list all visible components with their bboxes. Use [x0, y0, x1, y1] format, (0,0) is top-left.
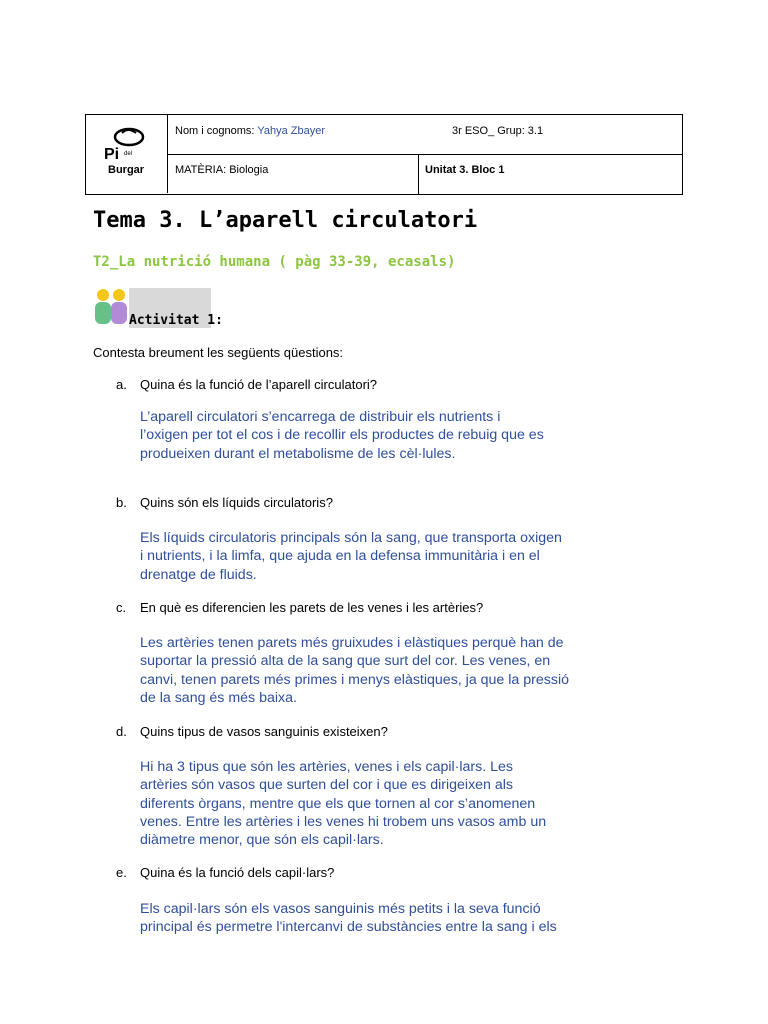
question-letter: e.: [116, 865, 127, 880]
question-c: [116, 600, 483, 615]
student-name-field: [175, 125, 325, 137]
svg-text:Pi: Pi: [104, 146, 120, 163]
logo-cell: [86, 115, 168, 193]
question-e: [116, 865, 334, 880]
answer-line: Les artèries tenen parets més gruixudes i elàstiques perquè han de: [140, 635, 564, 651]
activity-label: Activitat 1:: [129, 313, 223, 328]
page-subtitle: T2_La nutrició humana ( pàg 33-39, ecasals): [93, 254, 456, 270]
answer-line: venes. Entre les artèries i les venes hi trobem uns vasos amb un: [140, 813, 547, 830]
question-letter: a.: [116, 377, 127, 392]
answer-e: [140, 900, 640, 937]
answer-b: [140, 529, 640, 584]
answer-d: [140, 758, 640, 849]
answer-line: i nutrients, i la limfa, que ajuda en la defensa immunitària i en el: [140, 548, 540, 565]
answer-line: L’aparell circulatori s’encarrega de distribuir els nutrients i: [140, 409, 501, 425]
answer-line: canvi, tenen parets més primes i menys elàstiques, ja que la pressió: [140, 671, 569, 688]
answer-line: produeixen durant el metabolisme de les cèl·lules.: [140, 445, 456, 462]
answer-line: artèries són vasos que surten del cor i que es dirigeixen als: [140, 777, 514, 794]
svg-text:Burgar: Burgar: [108, 164, 145, 176]
name-label: Nom i cognoms:: [175, 125, 258, 137]
question-text: Quina és la funció de l’aparell circulatori?: [140, 377, 378, 392]
answer-a: [140, 408, 640, 463]
answer-line: drenatge de fluids.: [140, 566, 257, 583]
school-logo: [102, 125, 152, 183]
unit-field: Unitat 3. Bloc 1: [425, 164, 505, 176]
question-letter: c.: [116, 600, 127, 615]
subject-field: MATÈRIA: Biologia: [175, 164, 269, 176]
answer-line: suportar la pressió alta de la sang que surt del cor. Les venes, en: [140, 653, 551, 670]
activity-header: [93, 288, 223, 328]
answer-line: Hi ha 3 tipus que són les artèries, venes i els capil·lars. Les: [140, 759, 513, 775]
answer-line: diàmetre menor, que són els capil·lars.: [140, 832, 384, 849]
answer-line: Els líquids circulatoris principals són la sang, que transporta oxigen: [140, 530, 562, 546]
question-d: [116, 724, 388, 739]
header-table: [85, 114, 683, 195]
svg-text:del: del: [124, 151, 133, 157]
header-row-divider: [167, 154, 682, 155]
answer-line: Els capil·lars són els vasos sanguinis més petits i la seva funció: [140, 901, 541, 917]
answer-line: de la sang és més baixa.: [140, 689, 297, 706]
group-field: 3r ESO_ Grup: 3.1: [452, 125, 544, 137]
question-letter: d.: [116, 724, 127, 739]
answer-c: [140, 634, 640, 707]
question-b: [116, 495, 333, 510]
page-title: Tema 3. L’aparell circulatori: [93, 208, 478, 233]
name-value: Yahya Zbayer: [257, 125, 325, 137]
question-text: Quina és la funció dels capil·lars?: [140, 865, 335, 880]
people-icon: [93, 288, 133, 328]
answer-line: principal és permetre l'intercanvi de substàncies entre la sang i els: [140, 919, 557, 936]
header-column-divider: [418, 154, 419, 194]
question-text: En què es diferencien les parets de les venes i les artèries?: [140, 600, 484, 615]
question-text: Quins són els líquids circulatoris?: [140, 495, 333, 510]
instructions: Contesta breument les següents qüestions:: [93, 345, 344, 360]
question-a: [116, 377, 377, 392]
answer-line: l’oxigen per tot el cos i de recollir els productes de rebuig que es: [140, 427, 544, 444]
question-text: Quins tipus de vasos sanguinis existeixen?: [140, 724, 388, 739]
question-letter: b.: [116, 495, 127, 510]
answer-line: diferents òrgans, mentre que els que tornen al cor s’anomenen: [140, 795, 536, 812]
